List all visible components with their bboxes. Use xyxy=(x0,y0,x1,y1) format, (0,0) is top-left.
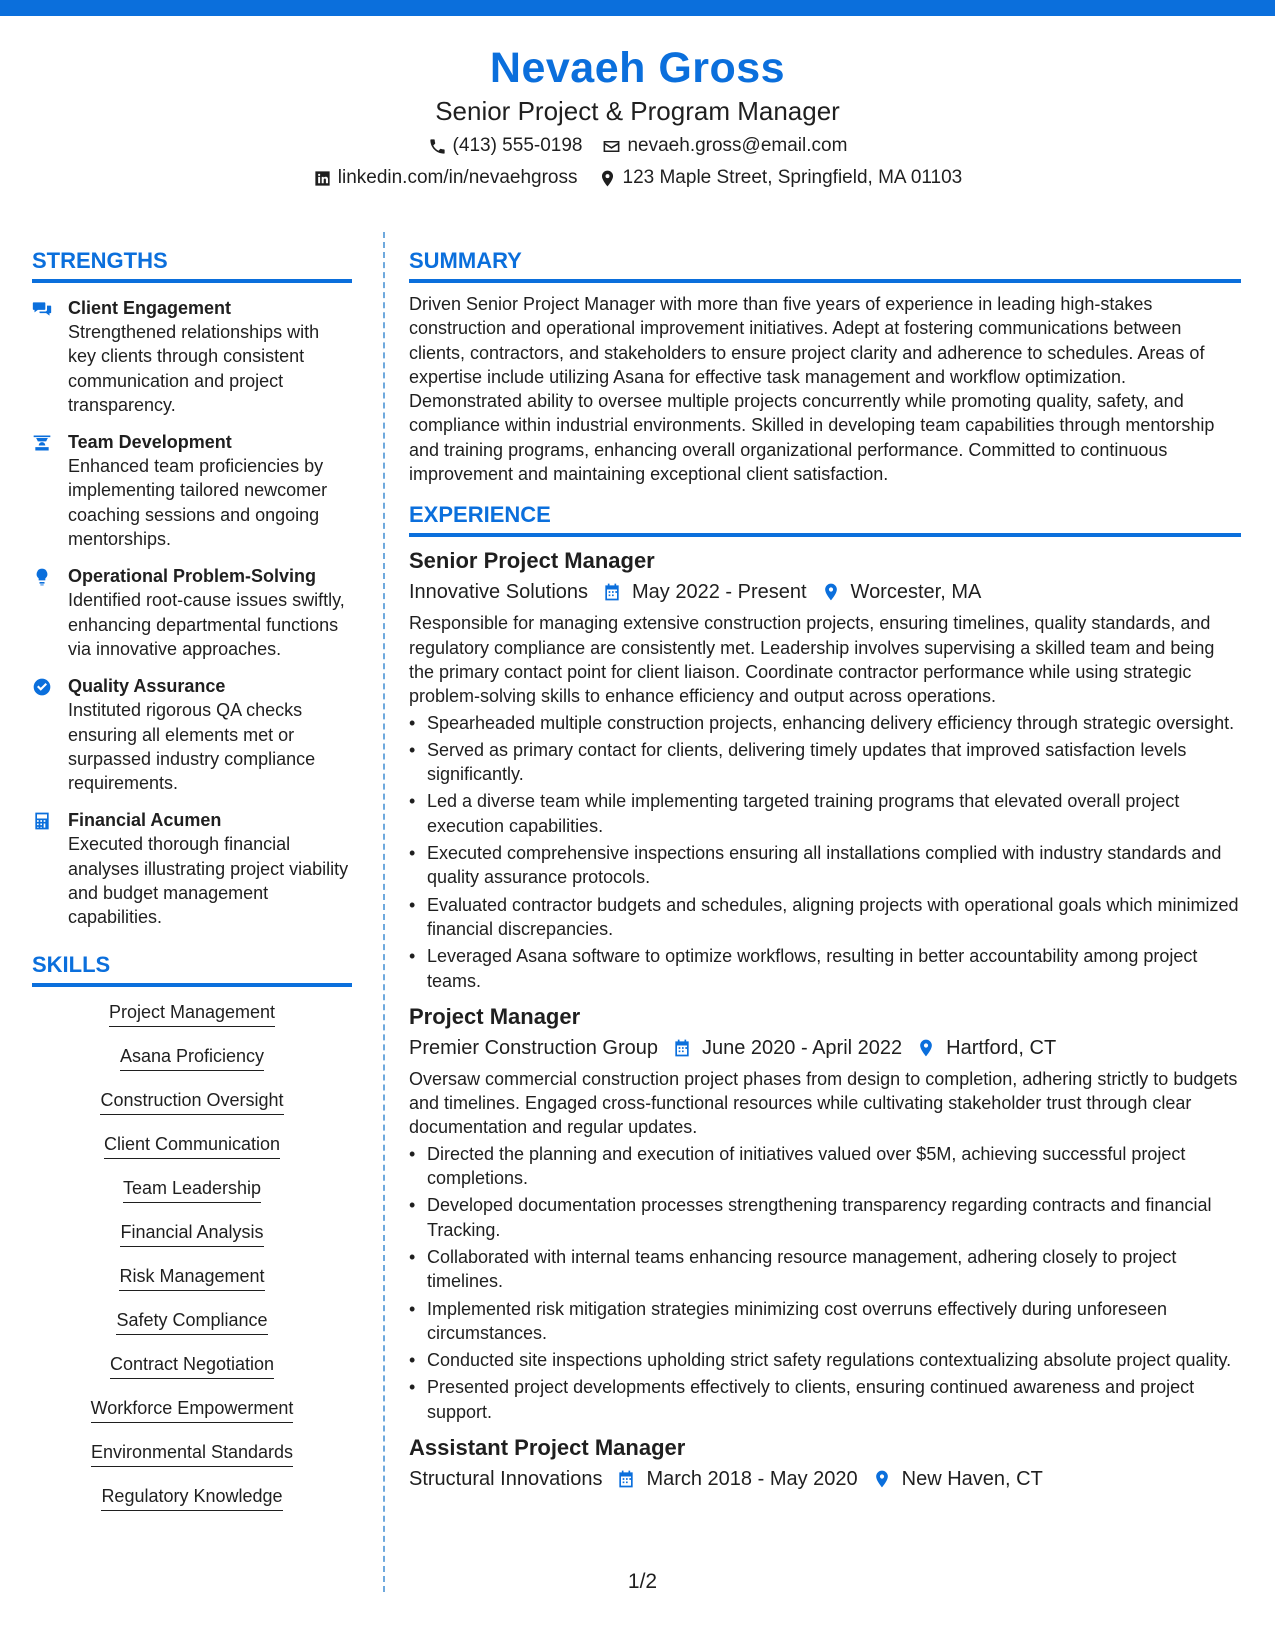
left-column xyxy=(32,246,352,1528)
calendar-icon xyxy=(602,582,622,602)
job-bullets xyxy=(409,711,1241,993)
skill-item: Asana Proficiency xyxy=(120,1044,264,1071)
skill-item: Contract Negotiation xyxy=(110,1352,274,1379)
calendar-icon xyxy=(616,1469,636,1489)
strength-title: Quality Assurance xyxy=(68,676,226,697)
lightbulb-icon xyxy=(32,567,52,587)
map-pin-icon xyxy=(598,169,617,188)
candidate-title: Senior Project & Program Manager xyxy=(435,96,840,126)
strength-description: Instituted rigorous QA checks ensuring all elements met or surpassed industry compliance requirements. xyxy=(68,700,316,794)
strength-item xyxy=(32,808,352,929)
job-meta xyxy=(409,578,1241,606)
check-circle-icon xyxy=(32,677,52,697)
skill-item: Construction Oversight xyxy=(100,1088,283,1115)
job-location: Worcester, MA xyxy=(850,581,982,604)
bullet-item: • Led a diverse team while implementing targeted training programs that elevated overall project execution capabilities. xyxy=(409,789,1241,838)
skill-item: Financial Analysis xyxy=(120,1220,263,1247)
skill-item: Project Management xyxy=(109,1000,275,1027)
resume-header xyxy=(0,42,1275,191)
strength-title: Financial Acumen xyxy=(68,810,222,831)
skill-item: Safety Compliance xyxy=(116,1308,267,1335)
strength-item xyxy=(32,674,352,795)
address-contact xyxy=(598,165,963,191)
email-text: nevaeh.gross@email.com xyxy=(627,135,848,156)
bullet-item: • Served as primary contact for clients, delivering timely updates that improved satisfaction levels significantly. xyxy=(409,738,1241,787)
phone-contact xyxy=(428,133,583,159)
phone-icon xyxy=(428,137,447,156)
strength-description: Executed thorough financial analyses illustrating project viability and budget management capabilities. xyxy=(68,834,349,928)
job-entry xyxy=(409,547,1241,992)
bullet-item: • Developed documentation processes strengthening transparency regarding contracts and financial Tracking. xyxy=(409,1193,1241,1242)
job-dates: March 2018 - May 2020 xyxy=(646,1467,858,1490)
job-bullets xyxy=(409,1142,1241,1424)
skill-item: Team Leadership xyxy=(123,1176,261,1203)
strength-item xyxy=(32,296,352,417)
map-pin-icon xyxy=(916,1038,936,1058)
strength-description: Identified root-cause issues swiftly, enhancing departmental functions via innovative approaches. xyxy=(68,590,345,659)
address-text: 123 Maple Street, Springfield, MA 01103 xyxy=(622,167,963,188)
job-company: Innovative Solutions xyxy=(409,581,589,604)
skill-item: Client Communication xyxy=(104,1132,280,1159)
map-pin-icon xyxy=(821,582,841,602)
map-pin-icon xyxy=(872,1469,892,1489)
bullet-item: • Presented project developments effectively to clients, ensuring continued awareness and project support. xyxy=(409,1375,1241,1424)
bullet-item: • Spearheaded multiple construction projects, enhancing delivery efficiency through strategic oversight. xyxy=(409,711,1241,735)
job-description: Responsible for managing extensive construction projects, ensuring timelines, quality standards, and regulatory compliance are consistently met. Leadership involves supervising a skilled team and being the primary contact point for client liaison. Coordinate contractor performance while using strategic problem-solving skills to enhance efficiency and output across operations. xyxy=(409,613,1215,707)
strength-title: Team Development xyxy=(68,432,232,453)
skill-item: Risk Management xyxy=(119,1264,264,1291)
experience-heading: EXPERIENCE xyxy=(409,500,1241,537)
top-accent-bar xyxy=(0,0,1275,16)
skills-list xyxy=(32,1000,352,1528)
bullet-item: • Conducted site inspections upholding strict safety regulations contextualizing absolute project quality. xyxy=(409,1348,1241,1372)
job-title: Senior Project Manager xyxy=(409,548,655,574)
job-meta xyxy=(409,1465,1241,1493)
strength-title: Operational Problem-Solving xyxy=(68,566,317,587)
job-dates: May 2022 - Present xyxy=(632,581,807,604)
contact-row-1 xyxy=(0,133,1275,159)
right-column xyxy=(409,246,1241,1493)
linkedin-icon xyxy=(313,169,332,188)
job-entry xyxy=(409,1434,1241,1493)
bullet-item: • Executed comprehensive inspections ensuring all installations complied with industry standards and quality assurance protocols. xyxy=(409,841,1241,890)
job-meta xyxy=(409,1034,1241,1062)
summary-text: Driven Senior Project Manager with more than five years of experience in leading high-stakes construction and operational improvement initiatives. Adept at fostering communications between clients, contractors, and stakeholders to ensure project clarity and adherence to schedules. Areas of expertise include utilizing Asana for effective task management and workflow optimization. Demonstrated ability to oversee multiple projects concurrently while promoting quality, safety, and compliance within industrial environments. Skilled in developing team capabilities through mentorship and training programs, enhancing overall organizational performance. Committed to continuous improvement and maintaining exceptional client satisfaction. xyxy=(409,294,1215,485)
calculator-icon xyxy=(32,811,52,831)
job-description: Oversaw commercial construction project phases from design to completion, adhering strictly to budgets and timelines. Engaged cross-functional resources while cultivating stakeholder trust through clear documentation and regular updates. xyxy=(409,1068,1238,1138)
skill-item: Workforce Empowerment xyxy=(91,1396,294,1423)
strengths-heading: STRENGTHS xyxy=(32,246,352,283)
column-divider xyxy=(383,232,385,1592)
skill-item: Environmental Standards xyxy=(91,1440,293,1467)
bullet-item: • Directed the planning and execution of initiatives valued over $5M, achieving successful project completions. xyxy=(409,1142,1241,1191)
skill-item: Regulatory Knowledge xyxy=(101,1484,282,1511)
job-dates: June 2020 - April 2022 xyxy=(701,1036,903,1059)
bullet-item: • Leveraged Asana software to optimize workflows, resulting in better accountability among project teams. xyxy=(409,944,1241,993)
strength-description: Enhanced team proficiencies by implementing tailored newcomer coaching sessions and ongoing mentorships. xyxy=(68,456,328,550)
bullet-item: • Evaluated contractor budgets and schedules, aligning projects with operational goals which minimized financial discrepancies. xyxy=(409,893,1241,942)
job-location: Hartford, CT xyxy=(946,1036,1057,1059)
phone-text: (413) 555-0198 xyxy=(452,135,583,156)
teacher-icon xyxy=(32,433,52,453)
job-title: Project Manager xyxy=(409,1003,581,1029)
job-entry xyxy=(409,1003,1241,1424)
calendar-icon xyxy=(672,1038,692,1058)
page-number: 1/2 xyxy=(627,1570,658,1593)
contact-row-2 xyxy=(0,165,1275,191)
strength-item xyxy=(32,430,352,551)
job-company: Structural Innovations xyxy=(409,1467,603,1490)
bullet-item: • Collaborated with internal teams enhancing resource management, adhering closely to project timelines. xyxy=(409,1245,1241,1294)
bullet-item: • Implemented risk mitigation strategies minimizing cost overruns effectively during unforeseen circumstances. xyxy=(409,1297,1241,1346)
envelope-icon xyxy=(602,137,621,156)
comments-icon xyxy=(32,299,52,319)
linkedin-contact[interactable] xyxy=(313,165,578,191)
strength-item xyxy=(32,564,352,661)
linkedin-text: linkedin.com/in/nevaehgross xyxy=(337,167,578,188)
job-title: Assistant Project Manager xyxy=(409,1434,686,1460)
candidate-name: Nevaeh Gross xyxy=(489,44,786,92)
email-contact[interactable] xyxy=(602,133,847,159)
strength-title: Client Engagement xyxy=(68,298,232,318)
skills-heading: SKILLS xyxy=(32,950,352,987)
summary-heading: SUMMARY xyxy=(409,246,1241,283)
job-location: New Haven, CT xyxy=(901,1467,1043,1490)
job-company: Premier Construction Group xyxy=(409,1036,658,1059)
strength-description: Strengthened relationships with key clients through consistent communication and project transparency. xyxy=(68,322,320,415)
